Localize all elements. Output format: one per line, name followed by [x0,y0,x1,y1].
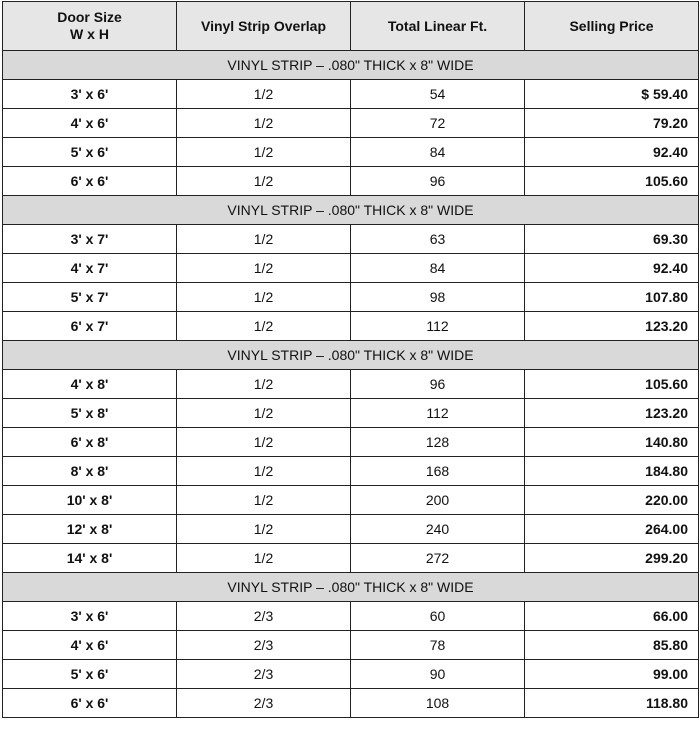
linear-ft-cell: 96 [351,167,525,196]
door-size-cell: 4' x 6' [3,631,177,660]
section-title: VINYL STRIP – .080" THICK x 8" WIDE [3,341,699,370]
linear-ft-cell: 54 [351,80,525,109]
linear-ft-cell: 200 [351,486,525,515]
price-cell: 220.00 [525,486,699,515]
overlap-cell: 1/2 [177,399,351,428]
door-size-cell: 12' x 8' [3,515,177,544]
overlap-cell: 1/2 [177,457,351,486]
door-size-cell: 3' x 6' [3,80,177,109]
section-header-row [3,573,699,602]
section-header-row [3,196,699,225]
price-cell: 66.00 [525,602,699,631]
door-size-cell: 5' x 8' [3,399,177,428]
table-row [3,399,699,428]
overlap-cell: 1/2 [177,515,351,544]
overlap-cell: 1/2 [177,138,351,167]
table-row [3,428,699,457]
price-cell: 107.80 [525,283,699,312]
door-size-cell: 5' x 7' [3,283,177,312]
table-row [3,457,699,486]
door-size-cell: 8' x 8' [3,457,177,486]
table-row [3,602,699,631]
overlap-cell: 1/2 [177,312,351,341]
price-cell: $ 59.40 [525,80,699,109]
overlap-cell: 1/2 [177,225,351,254]
table-row [3,515,699,544]
table-row [3,544,699,573]
section-header-row [3,51,699,80]
linear-ft-cell: 128 [351,428,525,457]
overlap-cell: 1/2 [177,486,351,515]
door-size-cell: 14' x 8' [3,544,177,573]
linear-ft-cell: 108 [351,689,525,718]
linear-ft-cell: 168 [351,457,525,486]
door-size-cell: 6' x 8' [3,428,177,457]
overlap-cell: 1/2 [177,544,351,573]
price-cell: 184.80 [525,457,699,486]
table-row [3,312,699,341]
price-cell: 105.60 [525,167,699,196]
door-size-cell: 3' x 7' [3,225,177,254]
price-cell: 79.20 [525,109,699,138]
price-cell: 92.40 [525,138,699,167]
section-title: VINYL STRIP – .080" THICK x 8" WIDE [3,196,699,225]
price-cell: 123.20 [525,399,699,428]
linear-ft-cell: 272 [351,544,525,573]
overlap-cell: 1/2 [177,370,351,399]
linear-ft-cell: 60 [351,602,525,631]
linear-ft-cell: 84 [351,138,525,167]
header-row [3,2,699,51]
header-selling-price: Selling Price [525,2,699,51]
linear-ft-cell: 112 [351,312,525,341]
linear-ft-cell: 112 [351,399,525,428]
table-row [3,660,699,689]
table-row [3,254,699,283]
table-row [3,109,699,138]
door-size-cell: 6' x 6' [3,167,177,196]
section-title: VINYL STRIP – .080" THICK x 8" WIDE [3,573,699,602]
linear-ft-cell: 90 [351,660,525,689]
price-cell: 264.00 [525,515,699,544]
price-cell: 299.20 [525,544,699,573]
table-row [3,689,699,718]
door-size-cell: 4' x 7' [3,254,177,283]
table-body [3,51,699,718]
table-header [3,2,699,51]
overlap-cell: 1/2 [177,80,351,109]
linear-ft-cell: 96 [351,370,525,399]
price-cell: 69.30 [525,225,699,254]
door-size-cell: 4' x 6' [3,109,177,138]
table-row [3,225,699,254]
door-size-cell: 5' x 6' [3,660,177,689]
linear-ft-cell: 78 [351,631,525,660]
price-cell: 118.80 [525,689,699,718]
table-row [3,486,699,515]
overlap-cell: 2/3 [177,689,351,718]
linear-ft-cell: 98 [351,283,525,312]
door-size-cell: 6' x 7' [3,312,177,341]
overlap-cell: 1/2 [177,109,351,138]
overlap-cell: 2/3 [177,602,351,631]
header-overlap: Vinyl Strip Overlap [177,2,351,51]
price-table [2,1,699,718]
linear-ft-cell: 63 [351,225,525,254]
table-row [3,80,699,109]
header-door-size-line1: Door Size [57,9,122,25]
overlap-cell: 1/2 [177,283,351,312]
door-size-cell: 5' x 6' [3,138,177,167]
table-row [3,283,699,312]
price-cell: 92.40 [525,254,699,283]
door-size-cell: 3' x 6' [3,602,177,631]
overlap-cell: 2/3 [177,631,351,660]
door-size-cell: 10' x 8' [3,486,177,515]
overlap-cell: 1/2 [177,167,351,196]
table-row [3,370,699,399]
price-cell: 99.00 [525,660,699,689]
table-row [3,138,699,167]
overlap-cell: 1/2 [177,254,351,283]
price-cell: 140.80 [525,428,699,457]
table-row [3,167,699,196]
door-size-cell: 4' x 8' [3,370,177,399]
linear-ft-cell: 240 [351,515,525,544]
table-row [3,631,699,660]
section-header-row [3,341,699,370]
price-cell: 123.20 [525,312,699,341]
linear-ft-cell: 72 [351,109,525,138]
overlap-cell: 1/2 [177,428,351,457]
header-door-size [3,2,177,51]
overlap-cell: 2/3 [177,660,351,689]
section-title: VINYL STRIP – .080" THICK x 8" WIDE [3,51,699,80]
price-cell: 85.80 [525,631,699,660]
linear-ft-cell: 84 [351,254,525,283]
price-cell: 105.60 [525,370,699,399]
header-door-size-line2: W x H [70,26,109,42]
door-size-cell: 6' x 6' [3,689,177,718]
header-linear-ft: Total Linear Ft. [351,2,525,51]
